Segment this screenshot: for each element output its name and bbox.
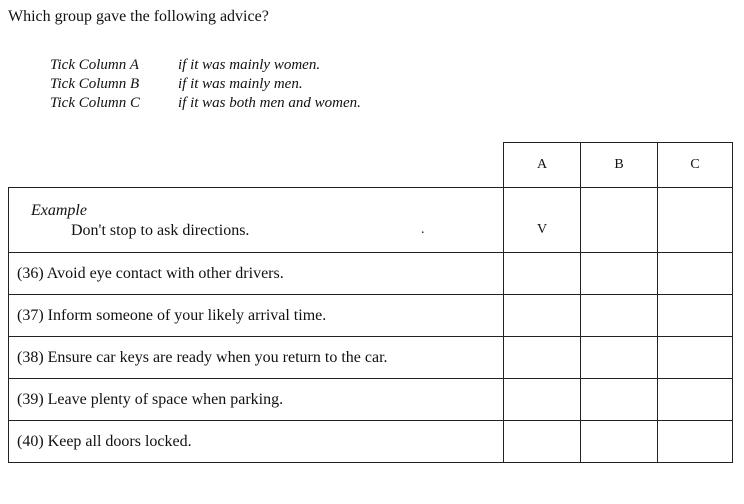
answer-cell-39-c[interactable]: [658, 379, 733, 421]
answer-cell-39-b[interactable]: [581, 379, 658, 421]
example-label: Example: [31, 202, 87, 219]
answer-cell-36-a[interactable]: [504, 253, 581, 295]
example-cell-c[interactable]: [658, 188, 733, 253]
instruction-label: Tick Column A: [50, 57, 139, 73]
instruction-text: if it was mainly women.: [178, 57, 321, 73]
instruction-label: Tick Column B: [50, 76, 140, 92]
table-row: [9, 379, 733, 421]
header-blank: [9, 143, 504, 188]
statement-37: (37) Inform someone of your likely arrival time.: [9, 295, 504, 337]
instruction-row-a: [50, 56, 361, 75]
table-row: [9, 253, 733, 295]
column-header-b: B: [581, 143, 658, 188]
example-text: Don't stop to ask directions.: [71, 222, 250, 239]
example-statement: [9, 188, 504, 253]
table-row: [9, 295, 733, 337]
table-row: [9, 337, 733, 379]
answer-cell-36-c[interactable]: [658, 253, 733, 295]
table-row: [9, 421, 733, 463]
answer-cell-40-c[interactable]: [658, 421, 733, 463]
answer-cell-37-b[interactable]: [581, 295, 658, 337]
example-cell-a: [504, 188, 581, 253]
instruction-text: if it was both men and women.: [178, 95, 361, 111]
statement-38: (38) Ensure car keys are ready when you return to the car.: [9, 337, 504, 379]
answer-cell-37-c[interactable]: [658, 295, 733, 337]
header-row: [9, 143, 733, 188]
example-dot: .: [421, 222, 425, 237]
answer-cell-39-a[interactable]: [504, 379, 581, 421]
answer-cell-38-b[interactable]: [581, 337, 658, 379]
column-header-c: C: [658, 143, 733, 188]
answer-cell-37-a[interactable]: [504, 295, 581, 337]
answer-cell-38-c[interactable]: [658, 337, 733, 379]
example-row: [9, 188, 733, 253]
question-title: Which group gave the following advice?: [8, 8, 269, 25]
statement-36: (36) Avoid eye contact with other drivers.: [9, 253, 504, 295]
answer-cell-38-a[interactable]: [504, 337, 581, 379]
answer-table: [8, 142, 733, 463]
instruction-label: Tick Column C: [50, 95, 141, 111]
answer-cell-36-b[interactable]: [581, 253, 658, 295]
example-cell-b[interactable]: [581, 188, 658, 253]
instruction-text: if it was mainly men.: [178, 76, 303, 92]
instruction-row-c: [50, 94, 361, 113]
tick-mark: V: [536, 222, 548, 237]
instruction-row-b: [50, 75, 361, 94]
statement-39: (39) Leave plenty of space when parking.: [9, 379, 504, 421]
answer-cell-40-a[interactable]: [504, 421, 581, 463]
column-header-a: A: [504, 143, 581, 188]
answer-cell-40-b[interactable]: [581, 421, 658, 463]
instructions: [50, 56, 361, 113]
statement-40: (40) Keep all doors locked.: [9, 421, 504, 463]
